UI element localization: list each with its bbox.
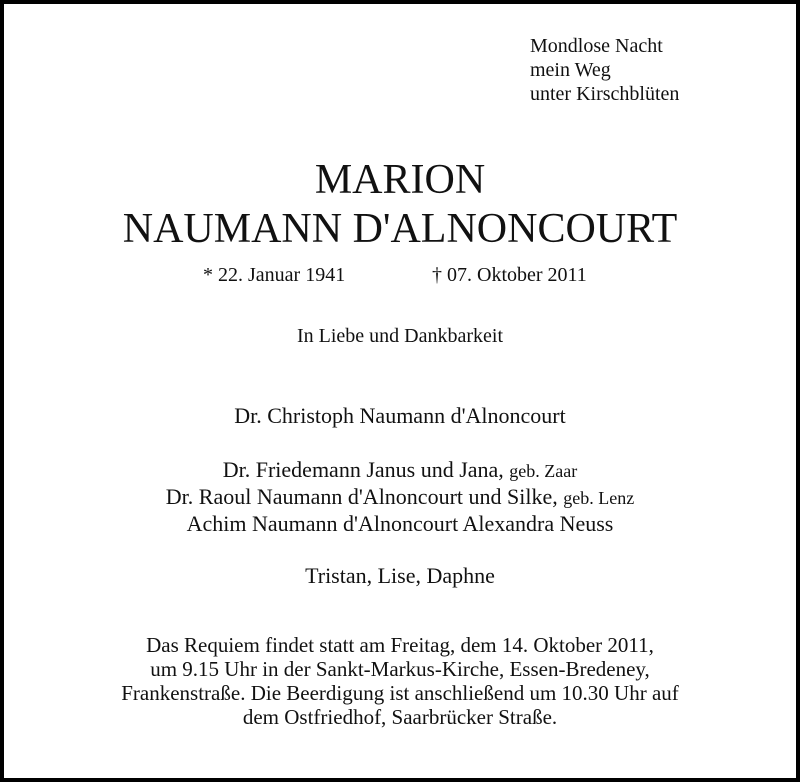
haiku-line: unter Kirschblüten xyxy=(530,83,680,105)
maiden-name-note: geb. Lenz xyxy=(563,488,635,508)
mourner-name: Achim Naumann d'Alnoncourt Alexandra Neuss xyxy=(186,511,614,536)
deceased-first-name: MARION xyxy=(314,157,486,203)
notice-line: Das Requiem findet statt am Freitag, dem 14. Oktober 2011, xyxy=(146,633,654,657)
haiku-line: mein Weg xyxy=(530,59,611,81)
notice-line: dem Ostfriedhof, Saarbrücker Straße. xyxy=(242,705,558,729)
haiku xyxy=(530,34,679,106)
death-date: † 07. Oktober 2011 xyxy=(432,264,587,286)
birth-date: * 22. Januar 1941 xyxy=(203,264,346,286)
dedication: In Liebe und Dankbarkeit xyxy=(296,325,504,347)
notice-line: Frankenstraße. Die Beerdigung ist anschließend um 10.30 Uhr auf xyxy=(121,681,679,705)
haiku-line: Mondlose Nacht xyxy=(530,35,663,57)
grandchildren: Tristan, Lise, Daphne xyxy=(305,563,495,588)
deceased-last-name: NAUMANN D'ALNONCOURT xyxy=(122,206,678,252)
mourner-line xyxy=(0,511,800,538)
children-list xyxy=(0,457,800,538)
spouse-name: Dr. Christoph Naumann d'Alnoncourt xyxy=(234,403,566,428)
mourner-name: Dr. Raoul Naumann d'Alnoncourt und Silke, xyxy=(165,484,564,509)
notice-line: um 9.15 Uhr in der Sankt-Markus-Kirche, Essen-Bredeney, xyxy=(150,657,650,681)
mourner-line xyxy=(0,457,800,484)
mourner-line xyxy=(0,484,800,511)
maiden-name-note: geb. Zaar xyxy=(509,461,578,481)
mourner-name: Dr. Friedemann Janus und Jana, xyxy=(222,457,510,482)
service-notice xyxy=(0,633,800,729)
